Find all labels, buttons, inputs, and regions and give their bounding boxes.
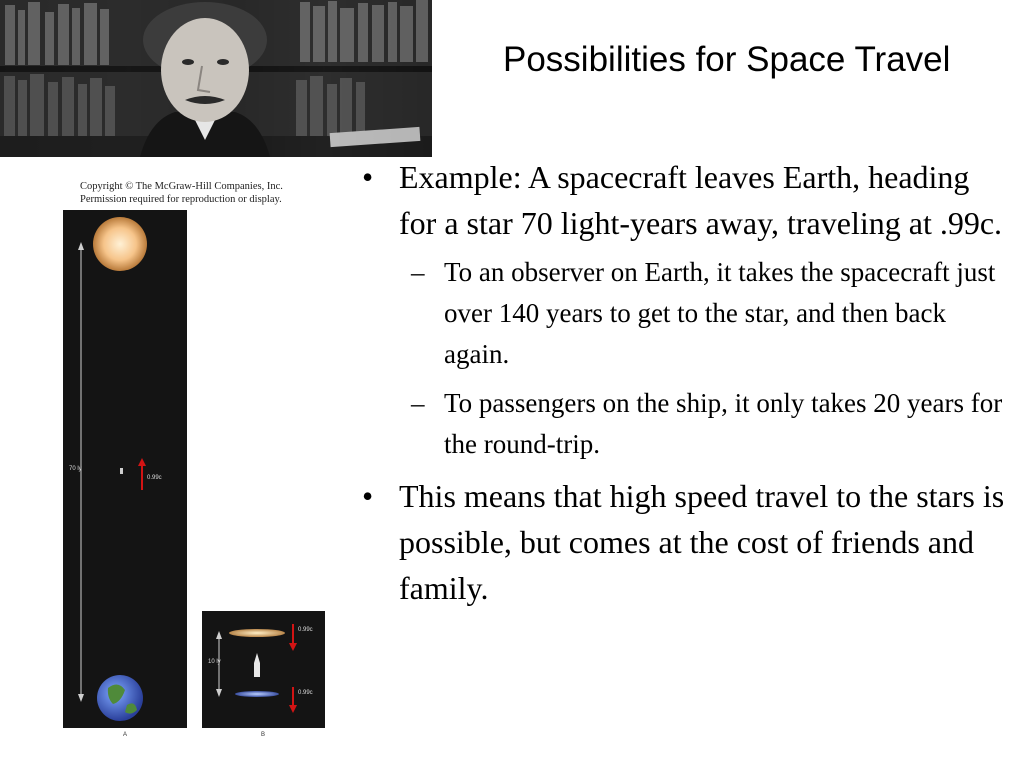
bullet-text: This means that high speed travel to the stars is possible, but comes at the cost of friends and family. xyxy=(399,478,1005,606)
panel-a xyxy=(63,210,187,728)
earth-disk-icon xyxy=(235,691,279,697)
bullet-text: Example: A spacecraft leaves Earth, heading for a star 70 light-years away, traveling at .99c. xyxy=(399,159,1003,241)
copyright-notice xyxy=(80,180,283,206)
dash-icon: – xyxy=(411,257,425,287)
sub-bullet-observer xyxy=(360,252,1010,375)
portrait-of-man xyxy=(120,0,290,157)
copyright-line-2: Permission required for reproduction or display. xyxy=(80,194,282,205)
copyright-line-1: Copyright © The McGraw-Hill Companies, Inc. xyxy=(80,181,283,192)
space-travel-figure xyxy=(60,176,340,746)
dash-icon: – xyxy=(411,388,425,418)
einstein-photo xyxy=(0,0,432,157)
distance-label-b: 10 ly xyxy=(208,659,221,665)
panel-b-label: B xyxy=(261,732,266,738)
distance-label-a: 70 ly xyxy=(69,466,82,472)
slide-body xyxy=(360,154,1010,617)
bullet-conclusion xyxy=(360,473,1010,611)
slide-title: Possibilities for Space Travel xyxy=(503,40,951,79)
sub-bullet-text: To an observer on Earth, it takes the spacecraft just over 140 years to get to the star, and then back again. xyxy=(444,257,996,369)
panel-b xyxy=(202,611,325,728)
star-icon xyxy=(93,217,147,271)
speed-label-a: 0.99c xyxy=(147,475,162,481)
bullet-example xyxy=(360,154,1010,246)
spacecraft-icon xyxy=(120,468,123,474)
speed-label-b-bottom: 0.99c xyxy=(298,690,313,696)
bullet-dot-icon: • xyxy=(362,159,374,195)
panel-a-label: A xyxy=(123,732,128,738)
rocket-icon xyxy=(254,653,260,677)
sub-bullet-text: To passengers on the ship, it only takes 20 years for the round-trip. xyxy=(444,388,1003,459)
star-disk-icon xyxy=(229,629,285,637)
sub-bullet-passengers xyxy=(360,383,1010,465)
speed-label-b-top: 0.99c xyxy=(298,627,313,633)
bullet-dot-icon: • xyxy=(362,478,374,514)
